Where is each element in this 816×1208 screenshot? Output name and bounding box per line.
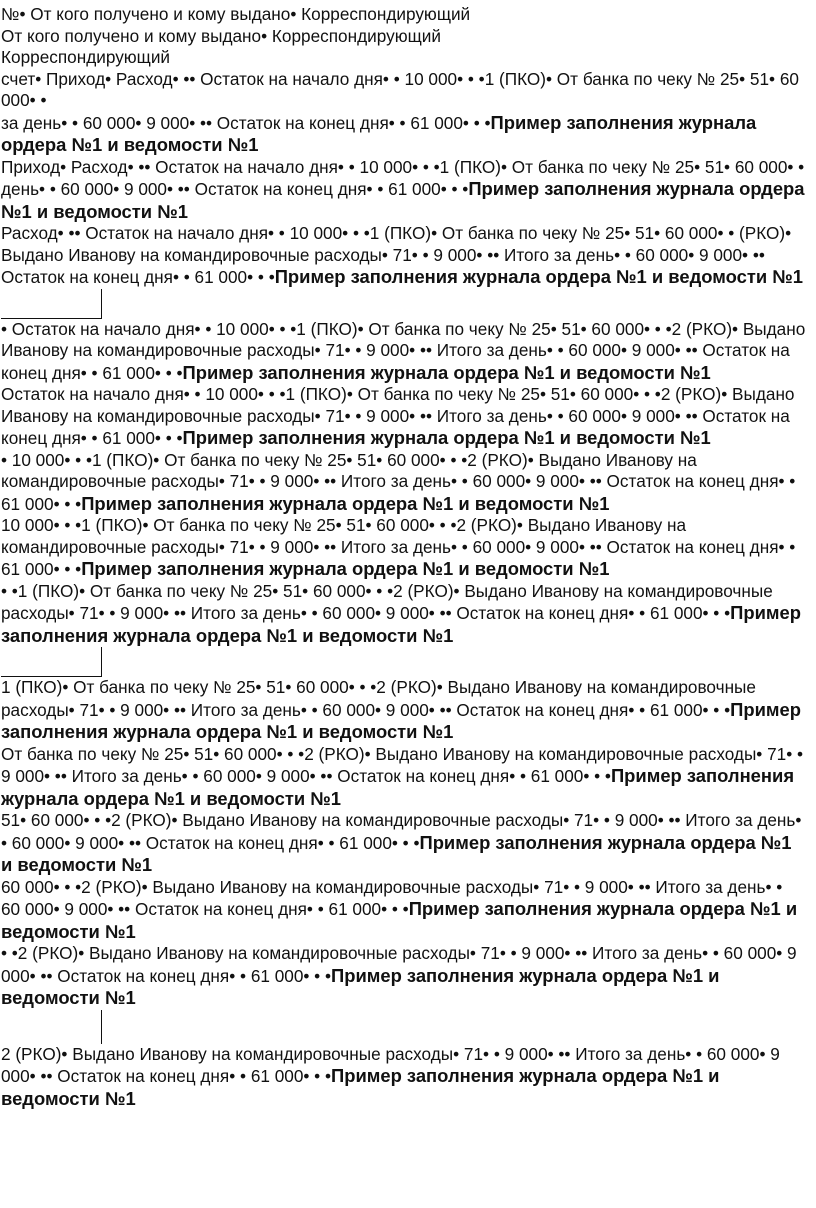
bold-heading: Пример заполнения журнала ордера №1 и ведомости №1 [81, 492, 610, 514]
paragraph: От банка по чеку № 25• 51• 60 000• • •2 (РКО)• Выдано Иванову на командировочные расходы• 71• • 9 000• •• Итого за день• • 60 000• 9 000• •• Остаток на конец дня• • 61 000• • •Пример заполнения журнала ордера №1 и ведомости №1 [1, 743, 804, 809]
paragraph: • •2 (РКО)• Выдано Иванову на командировочные расходы• 71• • 9 000• •• Итого за день• • 60 000• 9 000• •• Остаток на конец дня• • 61 000• • •Пример заполнения журнала ордера №1 и ведомости №1 [1, 943, 797, 1008]
paragraph: 1 (ПКО)• От банка по чеку № 25• 51• 60 000• • •2 (РКО)• Выдано Иванову на командировочные расходы• 71• • 9 000• •• Итого за день• • 60 000• 9 000• •• Остаток на конец дня• • 61 000• • •Пример заполнения журнала ордера №1 и ведомости №1 [1, 677, 801, 742]
bold-heading: Пример заполнения журнала ордера №1 и ведомости №1 [1, 1065, 720, 1109]
paragraph: 2 (РКО)• Выдано Иванову на командировочные расходы• 71• • 9 000• •• Итого за день• • 60 000• 9 000• •• Остаток на конец дня• • 61 000• • •Пример заполнения журнала ордера №1 и ведомости №1 [1, 1043, 780, 1109]
divider-horizontal-line [1, 676, 101, 677]
paragraph: 10 000• • •1 (ПКО)• От банка по чеку № 25• 51• 60 000• • •2 (РКО)• Выдано Иванову на командировочные расходы• 71• • 9 000• •• Итого за день• • 60 000• 9 000• •• Остаток на конец дня• • 61 000• • •Пример заполнения журнала ордера №1 и ведомости №1 [1, 515, 796, 579]
paragraph: • •1 (ПКО)• От банка по чеку № 25• 51• 60 000• • •2 (РКО)• Выдано Иванову на командировочные расходы• 71• • 9 000• •• Итого за день• • 60 000• 9 000• •• Остаток на конец дня• • 61 000• • •Пример заполнения журнала ордера №1 и ведомости №1 [1, 580, 801, 646]
divider-vertical-line [101, 647, 102, 677]
bold-heading: Пример заполнения журнала ордера №1 и ведомости №1 [182, 427, 711, 448]
bold-heading: Пример заполнения журнала ордера №1 и ведомости №1 [182, 361, 711, 383]
paragraph: Корреспондирующий [1, 47, 171, 67]
bold-heading: Пример заполнения журнала ордера №1 и ведомости №1 [81, 558, 610, 579]
divider-rule [1, 1010, 806, 1044]
divider-rule [1, 647, 806, 677]
paragraph: Остаток на начало дня• • 10 000• • •1 (ПКО)• От банка по чеку № 25• 51• 60 000• • •2 (РКО)• Выдано Иванову на командировочные расходы• 71• • 9 000• •• Итого за день• • 60 000• 9 000• •• Остаток на конец дня• • 61 000• • •Пример заполнения журнала ордера №1 и ведомости №1 [1, 384, 795, 448]
paragraph: день• • 60 000• 9 000• •• Остаток на конец дня• • 61 000• • •Пример заполнения журнала ордера №1 и ведомости №1 [1, 178, 805, 222]
paragraph: 51• 60 000• • •2 (РКО)• Выдано Иванову на командировочные расходы• 71• • 9 000• •• Итого за день• • 60 000• 9 000• •• Остаток на конец дня• • 61 000• • •Пример заполнения журнала ордера №1 и ведомости №1 [1, 810, 802, 875]
paragraph: счет• Приход• Расход• •• Остаток на начало дня• • 10 000• • •1 (ПКО)• От банка по чеку № 25• 51• 60 000• • [1, 68, 799, 110]
paragraph: От кого получено и кому выдано• Корреспондирующий [1, 25, 441, 46]
paragraph: Расход• •• Остаток на начало дня• • 10 000• • •1 (ПКО)• От банка по чеку № 25• 51• 60 000• • (РКО)• Выдано Иванову на командировочные расходы• 71• • 9 000• •• Итого за день• • 60 000• 9 000• •• Остаток на конец дня• • 61 000• • •Пример заполнения журнала ордера №1 и ведомости №1 [1, 223, 803, 287]
bold-heading: Пример заполнения журнала ордера №1 и ведомости №1 [1, 178, 805, 222]
bold-heading: Пример заполнения журнала ордера №1 и ведомости №1 [1, 111, 757, 155]
bold-heading: Пример заполнения журнала ордера №1 и ведомости №1 [1, 602, 801, 646]
bold-heading: Пример заполнения журнала ордера №1 и ведомости №1 [1, 964, 720, 1008]
bold-heading: Пример заполнения журнала ордера №1 и ведомости №1 [1, 831, 792, 875]
paragraph: 60 000• • •2 (РКО)• Выдано Иванову на командировочные расходы• 71• • 9 000• •• Итого за день• • 60 000• 9 000• •• Остаток на конец дня• • 61 000• • •Пример заполнения журнала ордера №1 и ведомости №1 [1, 876, 798, 942]
paragraph: Приход• Расход• •• Остаток на начало дня• • 10 000• • •1 (ПКО)• От банка по чеку № 25• 51• 60 000• • [1, 156, 805, 177]
paragraph: • 10 000• • •1 (ПКО)• От банка по чеку № 25• 51• 60 000• • •2 (РКО)• Выдано Иванову на командировочные расходы• 71• • 9 000• •• Итого за день• • 60 000• 9 000• •• Остаток на конец дня• • 61 000• • •Пример заполнения журнала ордера №1 и ведомости №1 [1, 449, 796, 514]
divider-horizontal-line [1, 318, 101, 319]
divider-vertical-line [101, 289, 102, 319]
divider-vertical-line [101, 1010, 102, 1044]
divider-rule [1, 289, 806, 319]
bold-heading: Пример заполнения журнала ордера №1 и ведомости №1 [1, 898, 798, 942]
paragraph: • Остаток на начало дня• • 10 000• • •1 (ПКО)• От банка по чеку № 25• 51• 60 000• • •2 (РКО)• Выдано Иванову на командировочные расходы• 71• • 9 000• •• Итого за день• • 60 000• 9 000• •• Остаток на конец дня• • 61 000• • •Пример заполнения журнала ордера №1 и ведомости №1 [1, 318, 806, 383]
bold-heading: Пример заполнения журнала ордера №1 и ведомости №1 [1, 765, 795, 809]
bold-heading: Пример заполнения журнала ордера №1 и ведомости №1 [1, 698, 801, 742]
paragraph: за день• • 60 000• 9 000• •• Остаток на конец дня• • 61 000• • •Пример заполнения журнала ордера №1 и ведомости №1 [1, 111, 757, 155]
bold-heading: Пример заполнения журнала ордера №1 и ведомости №1 [274, 266, 803, 287]
paragraph: №• От кого получено и кому выдано• Корреспондирующий [1, 4, 471, 24]
